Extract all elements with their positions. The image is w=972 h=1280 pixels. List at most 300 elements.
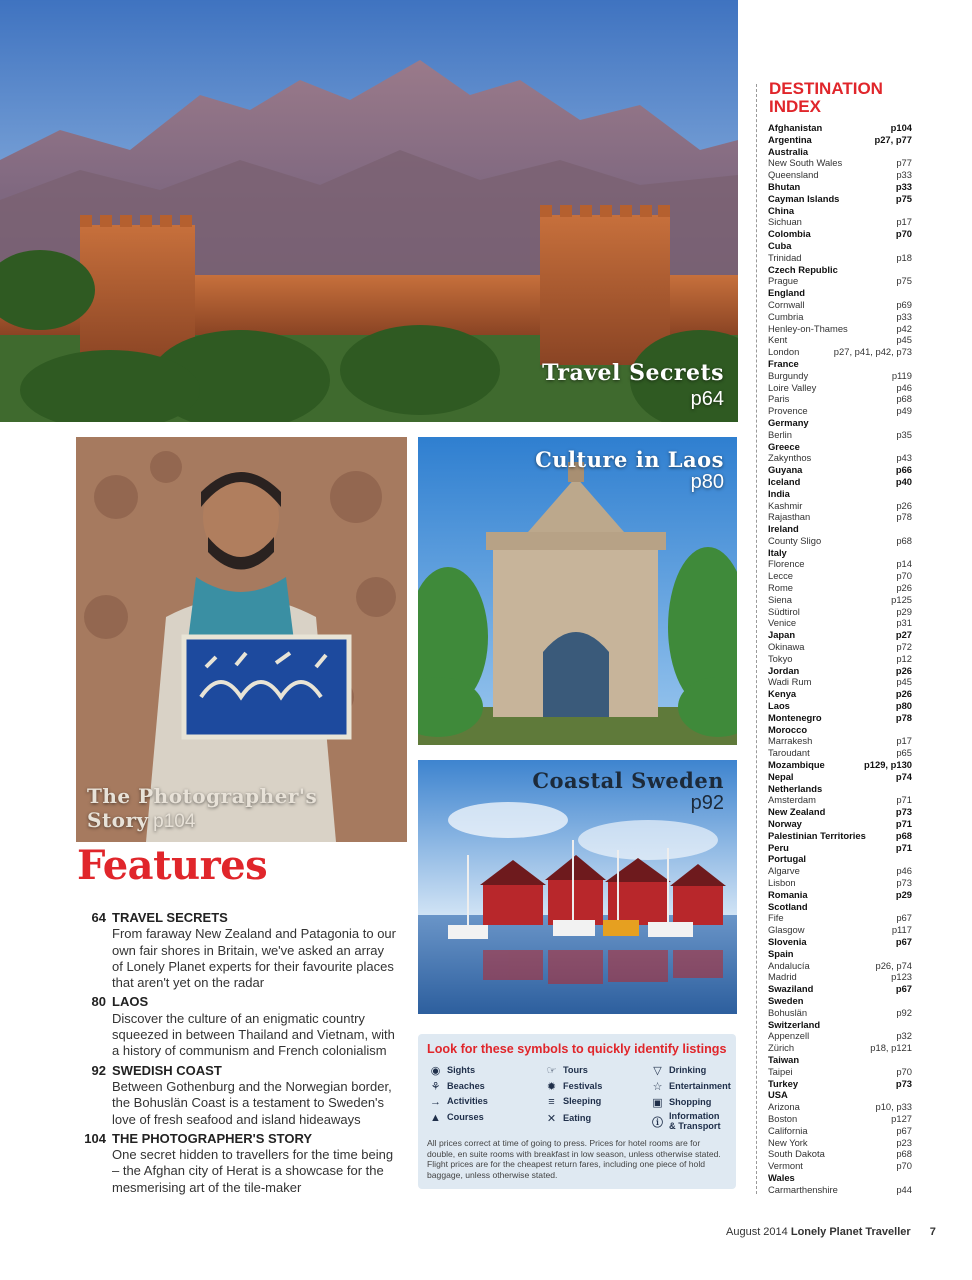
index-entry-name: Italy <box>768 546 787 558</box>
index-entry-name: Lecce <box>768 570 794 582</box>
index-entry-name: Kent <box>768 334 788 346</box>
cutlery-icon: ✕ <box>546 1113 557 1125</box>
index-entry-page: p46 <box>896 381 912 393</box>
index-entry-name: Bohuslän <box>768 1006 808 1018</box>
symbol-label: Entertainment <box>669 1080 731 1091</box>
feature-item <box>76 994 396 1059</box>
index-entry-page: p125 <box>891 593 912 605</box>
index-entry-name: Guyana <box>768 464 803 476</box>
index-entry-page: p74 <box>895 770 912 782</box>
index-entry-name: South Dakota <box>768 1148 825 1160</box>
index-entry-page: p68 <box>895 829 912 841</box>
index-entry-page: p77 <box>896 157 912 169</box>
index-entry-name: Afghanistan <box>768 122 823 133</box>
index-country-entry <box>768 1172 912 1184</box>
index-entry-name: Carmarthenshire <box>768 1183 838 1195</box>
index-place-entry <box>768 405 912 417</box>
symbol-courses <box>428 1112 484 1124</box>
symbol-label: Sleeping <box>563 1096 602 1107</box>
index-entry-name: Czech Republic <box>768 263 838 275</box>
symbol-drinking <box>650 1064 706 1077</box>
index-country-entry <box>768 936 912 948</box>
index-country-entry <box>768 948 912 960</box>
index-entry-name: Iceland <box>768 475 801 487</box>
index-entry-page: p117 <box>891 924 912 936</box>
index-entry-name: Romania <box>768 888 808 900</box>
index-entry-page: p73 <box>895 1077 912 1089</box>
index-entry-name: France <box>768 357 799 369</box>
feature-item <box>76 910 396 991</box>
index-entry-page: p26, p74 <box>875 959 912 971</box>
index-entry-name: Zakynthos <box>768 452 812 464</box>
feature-body <box>112 1131 396 1196</box>
index-entry-page: p33 <box>895 180 912 192</box>
index-place-entry <box>768 393 912 405</box>
index-list <box>768 122 912 1196</box>
index-entry-page: p73 <box>895 806 912 818</box>
index-entry-page: p23 <box>896 1136 912 1148</box>
index-country-entry <box>768 134 912 146</box>
index-place-entry <box>768 382 912 394</box>
index-entry-page: p18 <box>896 251 912 263</box>
hero-photo-kasbah <box>0 0 738 422</box>
index-entry-page: p66 <box>895 464 912 476</box>
feature-page-number: 80 <box>91 994 106 1010</box>
symbol-label: Information & Transport <box>669 1111 721 1131</box>
index-entry-page: p70 <box>896 1160 912 1172</box>
index-entry-name: China <box>768 204 795 216</box>
index-country-entry <box>768 842 912 854</box>
feature-title: SWEDISH COAST <box>112 1062 222 1078</box>
symbol-festivals <box>544 1080 602 1093</box>
index-place-entry <box>768 216 912 228</box>
index-entry-page: p67 <box>896 1124 912 1136</box>
index-entry-name: Argentina <box>768 133 812 145</box>
index-place-entry <box>768 452 912 464</box>
index-country-entry <box>768 1089 912 1101</box>
index-entry-page: p18, p121 <box>870 1042 912 1054</box>
index-place-entry <box>768 865 912 877</box>
index-place-entry <box>768 747 912 759</box>
index-entry-page: p29 <box>896 605 912 617</box>
lock-icon: ▣ <box>652 1097 663 1109</box>
index-entry-page: p17 <box>896 216 912 228</box>
index-entry-page: p71 <box>895 841 912 853</box>
destination-index <box>768 80 912 1196</box>
sweden-harbour-illustration <box>418 760 737 1014</box>
index-country-entry <box>768 488 912 500</box>
index-entry-name: Norway <box>768 818 802 830</box>
photo-photographer <box>76 437 407 842</box>
index-place-entry <box>768 1125 912 1137</box>
index-entry-page: p10, p33 <box>875 1101 912 1113</box>
index-entry-page: p45 <box>896 334 912 346</box>
index-entry-name: Glasgow <box>768 924 805 936</box>
index-country-entry <box>768 122 912 134</box>
index-entry-name: Peru <box>768 841 789 853</box>
info-icon: ⓘ <box>652 1116 663 1129</box>
mortarboard-icon: ▲ <box>430 1112 441 1124</box>
photographer-illustration <box>76 437 407 842</box>
index-entry-name: Japan <box>768 629 796 641</box>
index-entry-page: p71 <box>896 794 912 806</box>
symbol-sights <box>428 1064 475 1077</box>
index-entry-name: Florence <box>768 558 805 570</box>
index-country-entry <box>768 629 912 641</box>
index-entry-page: p33 <box>896 310 912 322</box>
index-place-entry <box>768 275 912 287</box>
index-entry-page: p67 <box>895 983 912 995</box>
index-entry-name: Palestinian Territories <box>768 829 866 841</box>
index-country-entry <box>768 417 912 429</box>
caption-photographer-page: p104 <box>153 811 196 832</box>
index-place-entry <box>768 299 912 311</box>
index-country-entry <box>768 783 912 795</box>
index-place-entry <box>768 912 912 924</box>
index-entry-page: p92 <box>896 1006 912 1018</box>
index-country-entry <box>768 476 912 488</box>
symbol-eating <box>544 1112 591 1125</box>
index-entry-name: Fife <box>768 912 784 924</box>
photo-laos <box>418 437 737 745</box>
index-entry-name: County Sligo <box>768 534 822 546</box>
index-place-entry <box>768 157 912 169</box>
feature-description: Discover the culture of an enigmatic country squeezed in between Thailand and Vietnam, with a history of communism and French colonialism <box>112 1010 395 1059</box>
index-place-entry <box>768 429 912 441</box>
index-entry-name: Laos <box>768 700 790 712</box>
index-entry-name: Arizona <box>768 1101 800 1113</box>
index-place-entry <box>768 570 912 582</box>
index-place-entry <box>768 735 912 747</box>
symbol-entertainment <box>650 1080 731 1093</box>
index-entry-page: p78 <box>896 511 912 523</box>
feature-item <box>76 1063 396 1128</box>
index-place-entry <box>768 877 912 889</box>
index-entry-name: Spain <box>768 947 794 959</box>
index-entry-name: Tokyo <box>768 652 793 664</box>
index-country-entry <box>768 146 912 158</box>
index-entry-page: p29 <box>895 888 912 900</box>
index-entry-name: California <box>768 1124 808 1136</box>
index-country-entry <box>768 287 912 299</box>
running-icon: → <box>430 1096 441 1108</box>
index-entry-name: Kashmir <box>768 499 803 511</box>
feature-page-number: 104 <box>84 1130 106 1146</box>
index-place-entry <box>768 1148 912 1160</box>
glass-icon: ▽ <box>653 1065 662 1077</box>
hand-icon: ☞ <box>546 1065 557 1077</box>
feature-title: THE PHOTOGRAPHER'S STORY <box>112 1130 313 1146</box>
index-entry-name: Loire Valley <box>768 381 817 393</box>
index-entry-page: p80 <box>895 700 912 712</box>
index-place-entry <box>768 653 912 665</box>
index-entry-name: Siena <box>768 593 792 605</box>
symbol-label: Tours <box>563 1064 588 1075</box>
index-entry-name: Sichuan <box>768 216 802 228</box>
index-entry-name: Nepal <box>768 770 794 782</box>
symbol-activities <box>428 1096 488 1108</box>
index-entry-name: Wales <box>768 1171 795 1183</box>
bed-icon: ≡ <box>548 1096 555 1108</box>
feature-body <box>112 1063 396 1128</box>
index-place-entry <box>768 535 912 547</box>
index-entry-name: Ireland <box>768 523 799 535</box>
index-entry-page: p78 <box>895 711 912 723</box>
index-place-entry <box>768 924 912 936</box>
index-entry-name: Marrakesh <box>768 735 813 747</box>
symbols-title: Look for these symbols to quickly identify listings <box>427 1042 727 1056</box>
index-country-entry <box>768 853 912 865</box>
index-entry-page: p73 <box>896 877 912 888</box>
index-place-entry <box>768 1007 912 1019</box>
index-entry-name: Appenzell <box>768 1030 810 1042</box>
index-entry-name: Taroudant <box>768 747 810 759</box>
index-place-entry <box>768 1184 912 1196</box>
index-entry-page: p69 <box>896 298 912 310</box>
feature-description: One secret hidden to travellers for the time being – the Afghan city of Herat is a showcase for the mesmerising art of the tile-maker <box>112 1147 394 1195</box>
index-title: DESTINATION INDEX <box>769 79 883 116</box>
index-place-entry <box>768 500 912 512</box>
index-place-entry <box>768 311 912 323</box>
index-entry-name: Wadi Rum <box>768 676 812 688</box>
index-place-entry <box>768 1030 912 1042</box>
index-entry-page: p14 <box>896 558 912 570</box>
index-entry-page: p27 <box>895 629 912 641</box>
index-entry-page: p27, p41, p42, p73 <box>833 346 912 358</box>
index-entry-name: Greece <box>768 440 800 452</box>
index-country-entry <box>768 995 912 1007</box>
feature-item <box>76 1131 396 1196</box>
index-entry-name: Portugal <box>768 853 807 865</box>
feature-description: Between Gothenburg and the Norwegian border, the Bohuslän Coast is a testament to Sweden's love of fresh seafood and island hideaways <box>112 1078 392 1127</box>
photo-sweden <box>418 760 737 1014</box>
index-entry-name: Henley-on-Thames <box>768 322 848 334</box>
index-entry-page: p43 <box>896 452 912 464</box>
index-entry-name: New York <box>768 1136 808 1148</box>
feature-body <box>112 910 396 991</box>
index-entry-name: New Zealand <box>768 806 826 818</box>
index-country-entry <box>768 441 912 453</box>
index-entry-page: p26 <box>895 688 912 700</box>
patuxai-illustration <box>418 437 737 745</box>
index-place-entry <box>768 334 912 346</box>
footer-page-number: 7 <box>929 1226 936 1238</box>
index-country-entry <box>768 759 912 771</box>
footer-date: August 2014 <box>726 1226 788 1238</box>
index-entry-page: p70 <box>896 570 912 582</box>
index-entry-name: Südtirol <box>768 605 800 617</box>
symbol-information <box>650 1112 721 1131</box>
index-entry-name: India <box>768 487 790 499</box>
index-entry-page: p68 <box>896 534 912 546</box>
index-country-entry <box>768 264 912 276</box>
index-entry-page: p75 <box>895 192 912 204</box>
index-entry-page: p26 <box>895 664 912 676</box>
index-entry-page: p17 <box>896 735 912 747</box>
index-entry-name: Rome <box>768 582 794 594</box>
index-place-entry <box>768 1160 912 1172</box>
index-place-entry <box>768 1042 912 1054</box>
index-entry-page: p49 <box>896 405 912 417</box>
index-entry-name: Mozambique <box>768 759 825 771</box>
index-entry-name: Netherlands <box>768 782 823 794</box>
index-place-entry <box>768 558 912 570</box>
index-entry-name: Australia <box>768 145 809 157</box>
index-entry-name: Lisbon <box>768 877 796 888</box>
index-place-entry <box>768 1066 912 1078</box>
index-place-entry <box>768 1137 912 1149</box>
index-country-entry <box>768 523 912 535</box>
index-entry-name: Rajasthan <box>768 511 811 523</box>
symbol-sleeping <box>544 1096 601 1108</box>
prices-note: All prices correct at time of going to press. Prices for hotel rooms are for double, en suite rooms with breakfast in low season, unless otherwise stated. Flight prices are for the cheapest return fares, including one piece of hold baggage, unless otherwise stated. <box>427 1138 721 1180</box>
index-country-entry <box>768 830 912 842</box>
index-country-entry <box>768 688 912 700</box>
feature-page-number: 64 <box>91 910 106 925</box>
index-place-entry <box>768 594 912 606</box>
index-country-entry <box>768 983 912 995</box>
index-entry-name: Taipei <box>768 1065 793 1077</box>
index-place-entry <box>768 252 912 264</box>
index-entry-page: p67 <box>895 935 912 947</box>
index-entry-name: USA <box>768 1089 788 1101</box>
index-country-entry <box>768 901 912 913</box>
symbol-label: Activities <box>447 1096 488 1107</box>
index-entry-name: Sweden <box>768 994 804 1006</box>
index-country-entry <box>768 712 912 724</box>
index-place-entry <box>768 606 912 618</box>
index-entry-page: p46 <box>896 865 912 877</box>
index-country-entry <box>768 228 912 240</box>
palm-icon: ⚘ <box>430 1081 441 1093</box>
symbol-label: Festivals <box>563 1080 603 1091</box>
index-entry-name: London <box>768 346 800 358</box>
index-country-entry <box>768 181 912 193</box>
feature-description: From faraway New Zealand and Patagonia to our own fair shores in Britain, we've asked an array of Lonely Planet experts for their favourite places that aren't yet on the radar <box>112 926 396 991</box>
index-entry-page: p104 <box>890 122 912 133</box>
index-entry-page: p67 <box>896 912 912 924</box>
index-entry-page: p26 <box>896 582 912 594</box>
symbol-label: Eating <box>563 1112 592 1123</box>
index-entry-name: Cornwall <box>768 298 805 310</box>
index-entry-page: p40 <box>895 475 912 487</box>
index-place-entry <box>768 323 912 335</box>
index-entry-name: England <box>768 287 805 299</box>
index-entry-name: Bhutan <box>768 180 801 192</box>
kasbah-illustration <box>0 0 738 422</box>
caption-photographer-title-line2: Story <box>87 808 149 832</box>
index-country-entry <box>768 806 912 818</box>
index-entry-name: Burgundy <box>768 369 809 381</box>
index-country-entry <box>768 358 912 370</box>
index-place-entry <box>768 641 912 653</box>
index-entry-name: Scotland <box>768 900 808 912</box>
index-entry-name: Colombia <box>768 228 811 240</box>
symbol-tours <box>544 1064 588 1077</box>
caption-travel-secrets-page: p64 <box>690 388 724 410</box>
index-entry-page: p31 <box>896 617 912 629</box>
index-entry-page: p26 <box>896 499 912 511</box>
index-entry-name: Swaziland <box>768 983 814 995</box>
index-entry-name: Paris <box>768 393 790 405</box>
caption-laos-title: Culture in Laos <box>535 447 724 472</box>
index-entry-name: Jordan <box>768 664 800 676</box>
index-entry-page: p12 <box>896 652 912 664</box>
index-country-entry <box>768 818 912 830</box>
index-country-entry <box>768 724 912 736</box>
index-country-entry <box>768 771 912 783</box>
index-entry-page: p45 <box>896 676 912 688</box>
index-country-entry <box>768 1054 912 1066</box>
index-place-entry <box>768 169 912 181</box>
index-entry-name: Switzerland <box>768 1018 821 1030</box>
feature-title: LAOS <box>112 994 149 1010</box>
index-place-entry <box>768 971 912 983</box>
index-entry-page: p35 <box>896 428 912 440</box>
index-country-entry <box>768 205 912 217</box>
index-entry-page: p27, p77 <box>874 133 912 145</box>
index-place-entry <box>768 370 912 382</box>
index-entry-page: p71 <box>895 818 912 830</box>
star-icon: ☆ <box>652 1081 663 1093</box>
index-entry-page: p68 <box>896 1148 912 1160</box>
index-place-entry <box>768 1101 912 1113</box>
caption-photographer-title-line1: The Photographer's <box>87 784 318 808</box>
index-place-entry <box>768 960 912 972</box>
index-place-entry <box>768 794 912 806</box>
index-entry-name: Cuba <box>768 239 792 251</box>
index-entry-page: p32 <box>896 1030 912 1042</box>
index-country-entry <box>768 1078 912 1090</box>
index-place-entry <box>768 1113 912 1125</box>
index-entry-name: Slovenia <box>768 935 807 947</box>
index-entry-name: Kenya <box>768 688 797 700</box>
feature-page-number: 92 <box>91 1062 106 1078</box>
symbol-label: Drinking <box>669 1064 707 1075</box>
features-list <box>76 910 396 1199</box>
index-entry-page: p75 <box>896 275 912 287</box>
caption-laos-page: p80 <box>690 471 724 493</box>
index-entry-page: p68 <box>896 393 912 405</box>
index-entry-page: p129, p130 <box>864 759 912 771</box>
index-entry-name: Vermont <box>768 1160 803 1172</box>
caption-travel-secrets-title: Travel Secrets <box>542 360 724 386</box>
symbol-label: Sights <box>447 1064 476 1075</box>
index-place-entry <box>768 511 912 523</box>
index-country-entry <box>768 665 912 677</box>
index-entry-name: Zürich <box>768 1042 795 1054</box>
footer-brand: Lonely Planet Traveller <box>790 1226 911 1238</box>
index-entry-name: Andalucía <box>768 959 810 971</box>
index-entry-name: Montenegro <box>768 711 822 723</box>
index-country-entry <box>768 1019 912 1031</box>
index-entry-name: Cayman Islands <box>768 192 840 204</box>
index-entry-name: Taiwan <box>768 1053 800 1065</box>
index-country-entry <box>768 464 912 476</box>
symbol-label: Shopping <box>669 1096 712 1107</box>
index-entry-name: Venice <box>768 617 797 629</box>
page-footer <box>726 1226 936 1238</box>
index-place-entry <box>768 617 912 629</box>
symbol-beaches <box>428 1080 485 1093</box>
symbol-label: Courses <box>447 1112 484 1123</box>
index-entry-name: Germany <box>768 416 809 428</box>
index-entry-page: p33 <box>896 169 912 181</box>
index-entry-name: New South Wales <box>768 157 843 169</box>
index-entry-page: p44 <box>896 1183 912 1195</box>
index-place-entry <box>768 346 912 358</box>
index-entry-page: p65 <box>896 747 912 759</box>
